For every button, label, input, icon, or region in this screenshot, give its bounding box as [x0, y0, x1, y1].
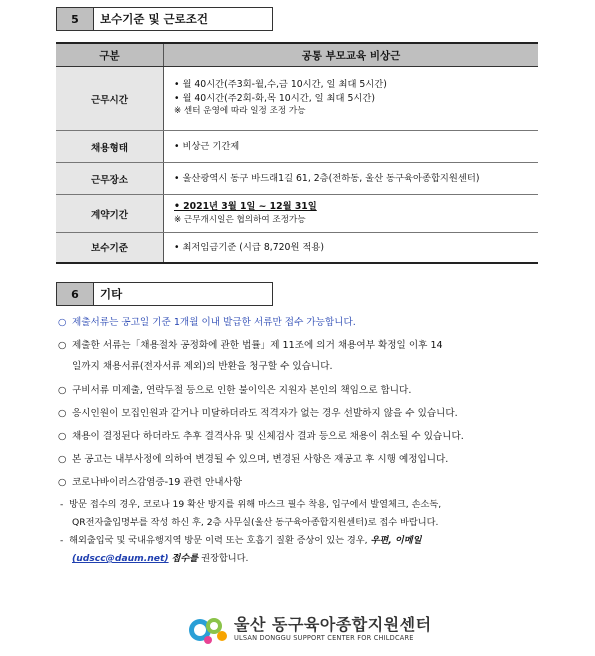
note-text: 코로나바이러스감염증-19 관련 안내사항: [72, 477, 243, 488]
list-item-continuation: [72, 358, 333, 372]
covid-item-2: [60, 532, 422, 546]
row-label: 근무시간: [56, 67, 164, 131]
header-position: 공통 부모교육 비상근: [164, 43, 539, 67]
value-line: • 최저임금기준 (시급 8,720원 적용): [174, 241, 324, 253]
list-item: [58, 314, 356, 328]
logo-english: ULSAN DONGGU SUPPORT CENTER FOR CHILDCARE: [234, 634, 414, 642]
row-value: [164, 195, 539, 233]
dash-bullet: -: [60, 535, 64, 546]
value-line: • 월 40시간(주2회-화,목 10시간, 일 최대 5시간): [174, 92, 375, 104]
row-value: [164, 233, 539, 263]
logo-mark-icon: [186, 612, 230, 646]
covid-text: 해외출입국 및 국내유행지역 방문 이력 또는 호흡기 질환 증상이 있는 경우,: [69, 535, 371, 546]
table-header-row: [56, 43, 538, 67]
center-logo: [186, 612, 432, 648]
note-text: 응시인원이 모집인원과 같거나 미달하더라도 적격자가 없는 경우 선발하지 않을 수 있습니다.: [72, 408, 458, 419]
circle-bullet-icon: ○: [58, 317, 67, 328]
value-line: • 월 40시간(주3회-월,수,금 10시간, 일 최대 5시간): [174, 79, 387, 91]
email-link[interactable]: (udscc@daum.net): [72, 553, 169, 564]
list-item: [58, 474, 242, 488]
circle-bullet-icon: ○: [58, 431, 67, 442]
covid-item-1: [60, 496, 441, 510]
row-label: 근무장소: [56, 163, 164, 195]
value-line: • 비상근 기간제: [174, 140, 240, 152]
note-text: 제출한 서류는「채용절차 공정화에 관한 법률」제 11조에 의거 채용여부 확정일 이후 14: [72, 340, 443, 351]
table-row: [56, 131, 538, 163]
value-line: ※ 센터 운영에 따라 일정 조정 가능: [174, 106, 306, 117]
row-label: 보수기준: [56, 233, 164, 263]
circle-bullet-icon: ○: [58, 340, 67, 351]
covid-emphasis: 우편, 이메일: [370, 535, 422, 546]
list-item: [58, 451, 448, 465]
section-title: 보수기준 및 근로조건: [100, 12, 208, 26]
covid-item-2-continuation: [72, 550, 248, 564]
row-label: 채용형태: [56, 131, 164, 163]
conditions-table: [56, 42, 538, 264]
note-text: 구비서류 미제출, 연락두절 등으로 인한 불이익은 지원자 본인의 책임으로 합니다.: [72, 385, 412, 396]
circle-bullet-icon: ○: [58, 477, 67, 488]
dash-bullet: -: [60, 499, 64, 510]
covid-text: QR전자출입명부를 작성 하신 후, 2층 사무실(울산 동구육아종합지원센터)로 접수 바랍니다.: [72, 517, 439, 528]
section-5-header: [56, 7, 273, 31]
covid-text: 방문 접수의 경우, 코로나 19 확산 방지를 위해 마스크 필수 착용, 입구에서 발열체크, 손소독,: [69, 499, 442, 510]
circle-bullet-icon: ○: [58, 385, 67, 396]
section-number: 6: [57, 283, 94, 305]
table-row: [56, 195, 538, 233]
row-value: [164, 163, 539, 195]
value-line: • 울산광역시 동구 바드래1길 61, 2층(전하동, 울산 동구육아종합지원센터): [174, 172, 480, 184]
covid-text: 권장합니다.: [198, 553, 249, 564]
circle-bullet-icon: ○: [58, 454, 67, 465]
list-item: [58, 337, 443, 351]
row-value: [164, 131, 539, 163]
section-title: 기타: [100, 287, 123, 301]
list-item: [58, 382, 411, 396]
list-item: [58, 428, 464, 442]
value-line: • 2021년 3월 1일 ~ 12월 31일: [174, 201, 317, 212]
covid-emphasis: 접수를: [171, 553, 199, 564]
section-number: 5: [57, 8, 94, 30]
table-row: [56, 163, 538, 195]
row-label: 계약기간: [56, 195, 164, 233]
logo-korean: 울산 동구육아종합지원센터: [234, 615, 432, 634]
note-text: 본 공고는 내부사정에 의하여 변경될 수 있으며, 변경된 사항은 재공고 후 시행 예정입니다.: [72, 454, 449, 465]
circle-bullet-icon: ○: [58, 408, 67, 419]
note-text: 일까지 채용서류(전자서류 제외)의 반환을 청구할 수 있습니다.: [72, 361, 333, 372]
table-row: [56, 233, 538, 263]
note-text: 채용이 결정된다 하더라도 추후 결격사유 및 신체검사 결과 등으로 채용이 취소될 수 있습니다.: [72, 431, 464, 442]
value-line: ※ 근무개시일은 협의하여 조정가능: [174, 214, 306, 225]
list-item: [58, 405, 458, 419]
table-row: [56, 67, 538, 131]
header-category: 구분: [56, 43, 164, 67]
row-value: [164, 67, 539, 131]
section-6-header: [56, 282, 273, 306]
covid-item-1-continuation: [72, 514, 438, 528]
note-text: 제출서류는 공고일 기준 1개월 이내 발급한 서류만 접수 가능합니다.: [72, 317, 356, 328]
